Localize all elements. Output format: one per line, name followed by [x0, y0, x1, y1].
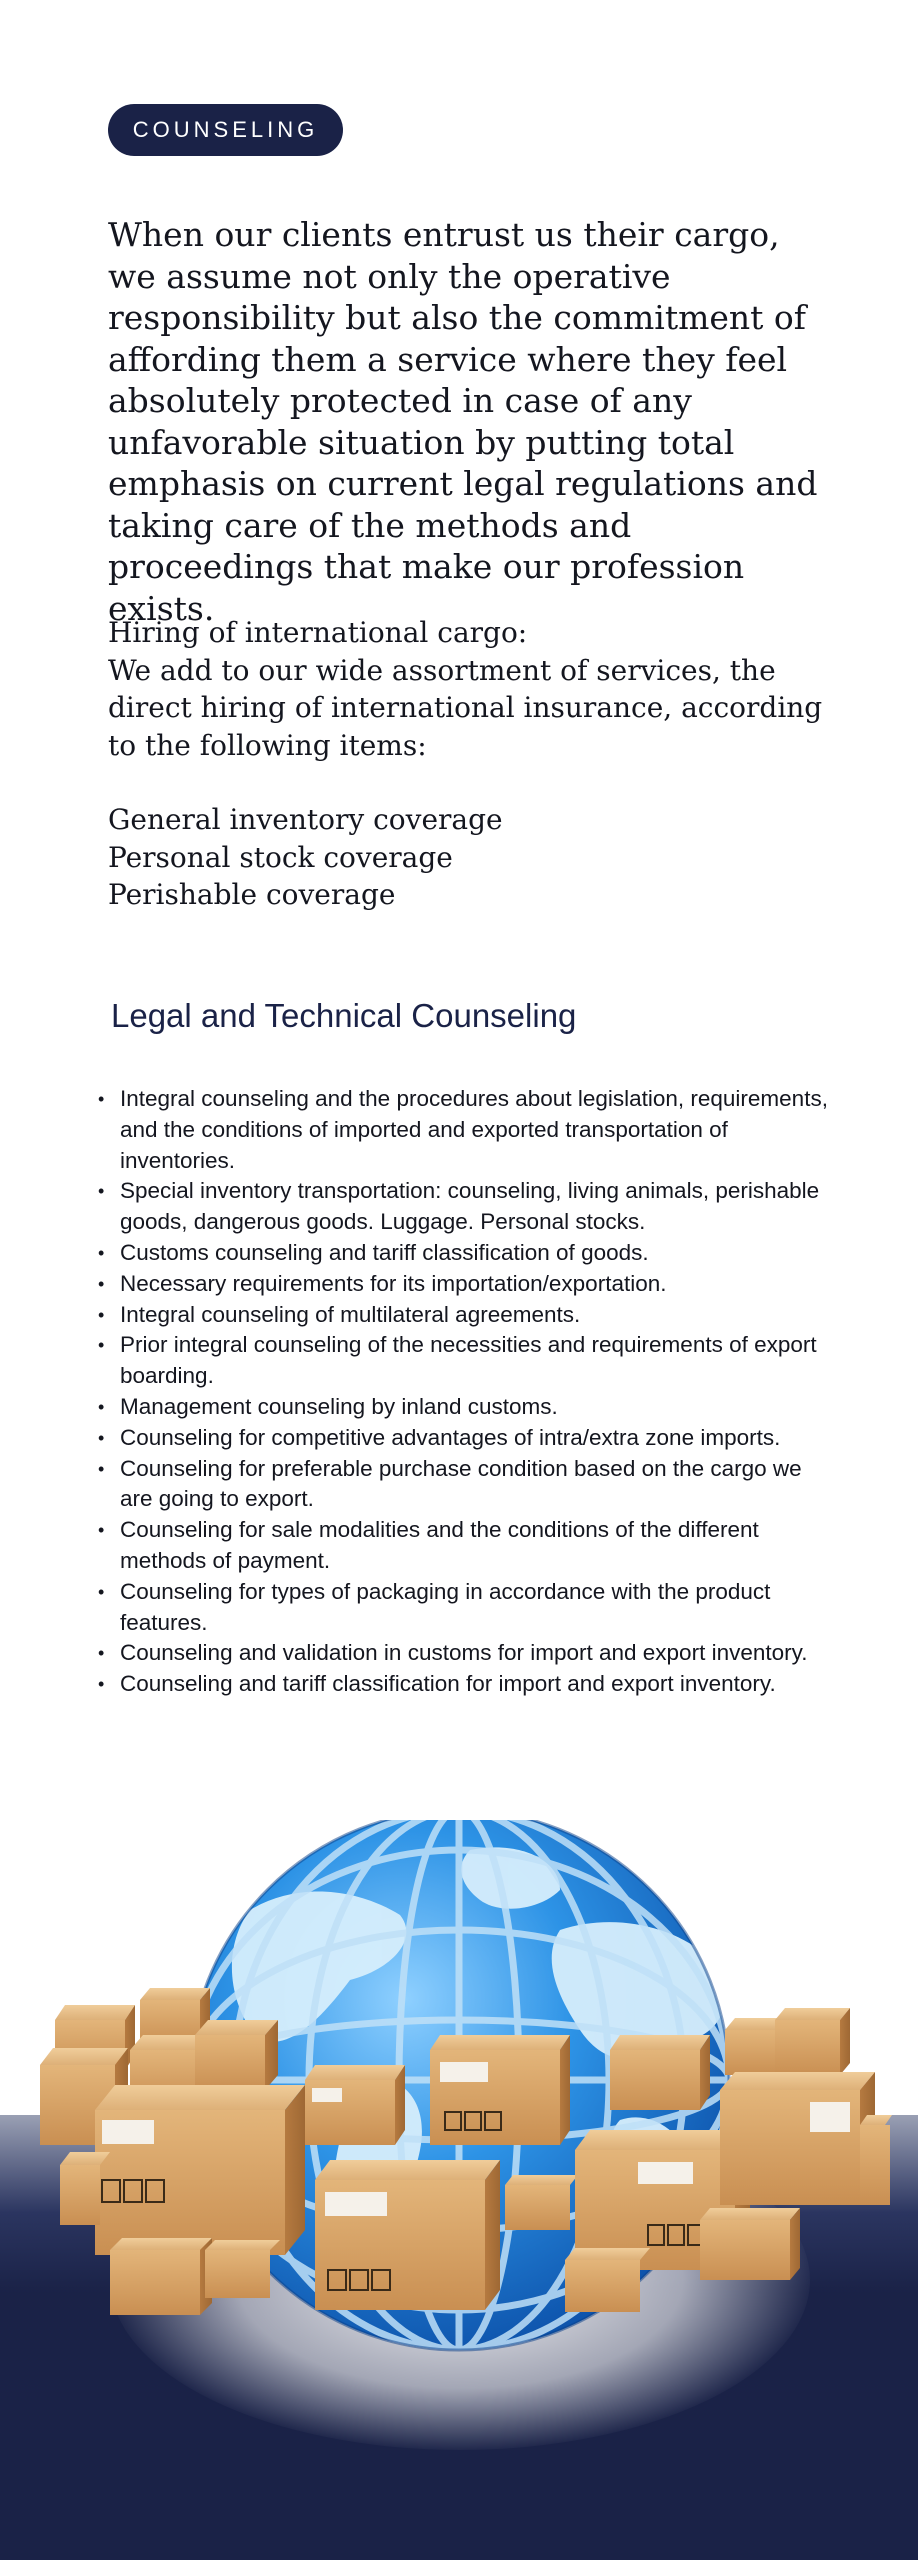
coverage-item: General inventory coverage: [108, 803, 503, 836]
hiring-line: We add to our wide assortment of services, the: [108, 653, 776, 687]
hiring-block: [108, 614, 828, 764]
section-title: Legal and Technical Counseling: [111, 997, 577, 1034]
list-item: • Integral counseling and the procedures about legislation, requirements, and the conditions of imported and exported transportation of inventories.: [120, 1084, 840, 1176]
globe-boxes-illustration: [0, 1820, 918, 2420]
counseling-badge: COUNSELING: [108, 104, 343, 156]
list-item: • Counseling and validation in customs for import and export inventory.: [120, 1638, 840, 1669]
list-item: • Integral counseling of multilateral agreements.: [120, 1300, 840, 1331]
coverage-list: [108, 801, 828, 914]
list-item: • Prior integral counseling of the necessities and requirements of export boarding.: [120, 1330, 840, 1392]
hiring-line: to the following items:: [108, 728, 427, 762]
list-item: • Special inventory transportation: counseling, living animals, perishable goods, dangerous goods. Luggage. Personal stocks.: [120, 1176, 840, 1238]
counseling-list: [120, 1084, 840, 1700]
coverage-item: Perishable coverage: [108, 878, 396, 911]
list-item: • Counseling for competitive advantages of intra/extra zone imports.: [120, 1423, 840, 1454]
list-item: • Counseling for sale modalities and the conditions of the different methods of payment.: [120, 1515, 840, 1577]
list-item: • Management counseling by inland customs.: [120, 1392, 840, 1423]
hiring-title: Hiring of international cargo:: [108, 616, 528, 649]
hiring-line: direct hiring of international insurance, according: [108, 691, 823, 724]
list-item: • Customs counseling and tariff classification of goods.: [120, 1238, 840, 1269]
list-item: • Counseling for types of packaging in accordance with the product features.: [120, 1577, 840, 1639]
list-item: • Counseling and tariff classification for import and export inventory.: [120, 1669, 840, 1700]
intro-paragraph: When our clients entrust us their cargo, we assume not only the operative responsibility but also the commitment of affording them a service where they feel absolutely protected in case of any unfavorable situation by putting total emphasis on current legal regulations and taking care of the methods and proceedings that make our profession exists.: [108, 215, 818, 628]
coverage-item: Personal stock coverage: [108, 840, 453, 874]
list-item: • Counseling for preferable purchase condition based on the cargo we are going to export.: [120, 1454, 840, 1516]
list-item: • Necessary requirements for its importation/exportation.: [120, 1269, 840, 1300]
